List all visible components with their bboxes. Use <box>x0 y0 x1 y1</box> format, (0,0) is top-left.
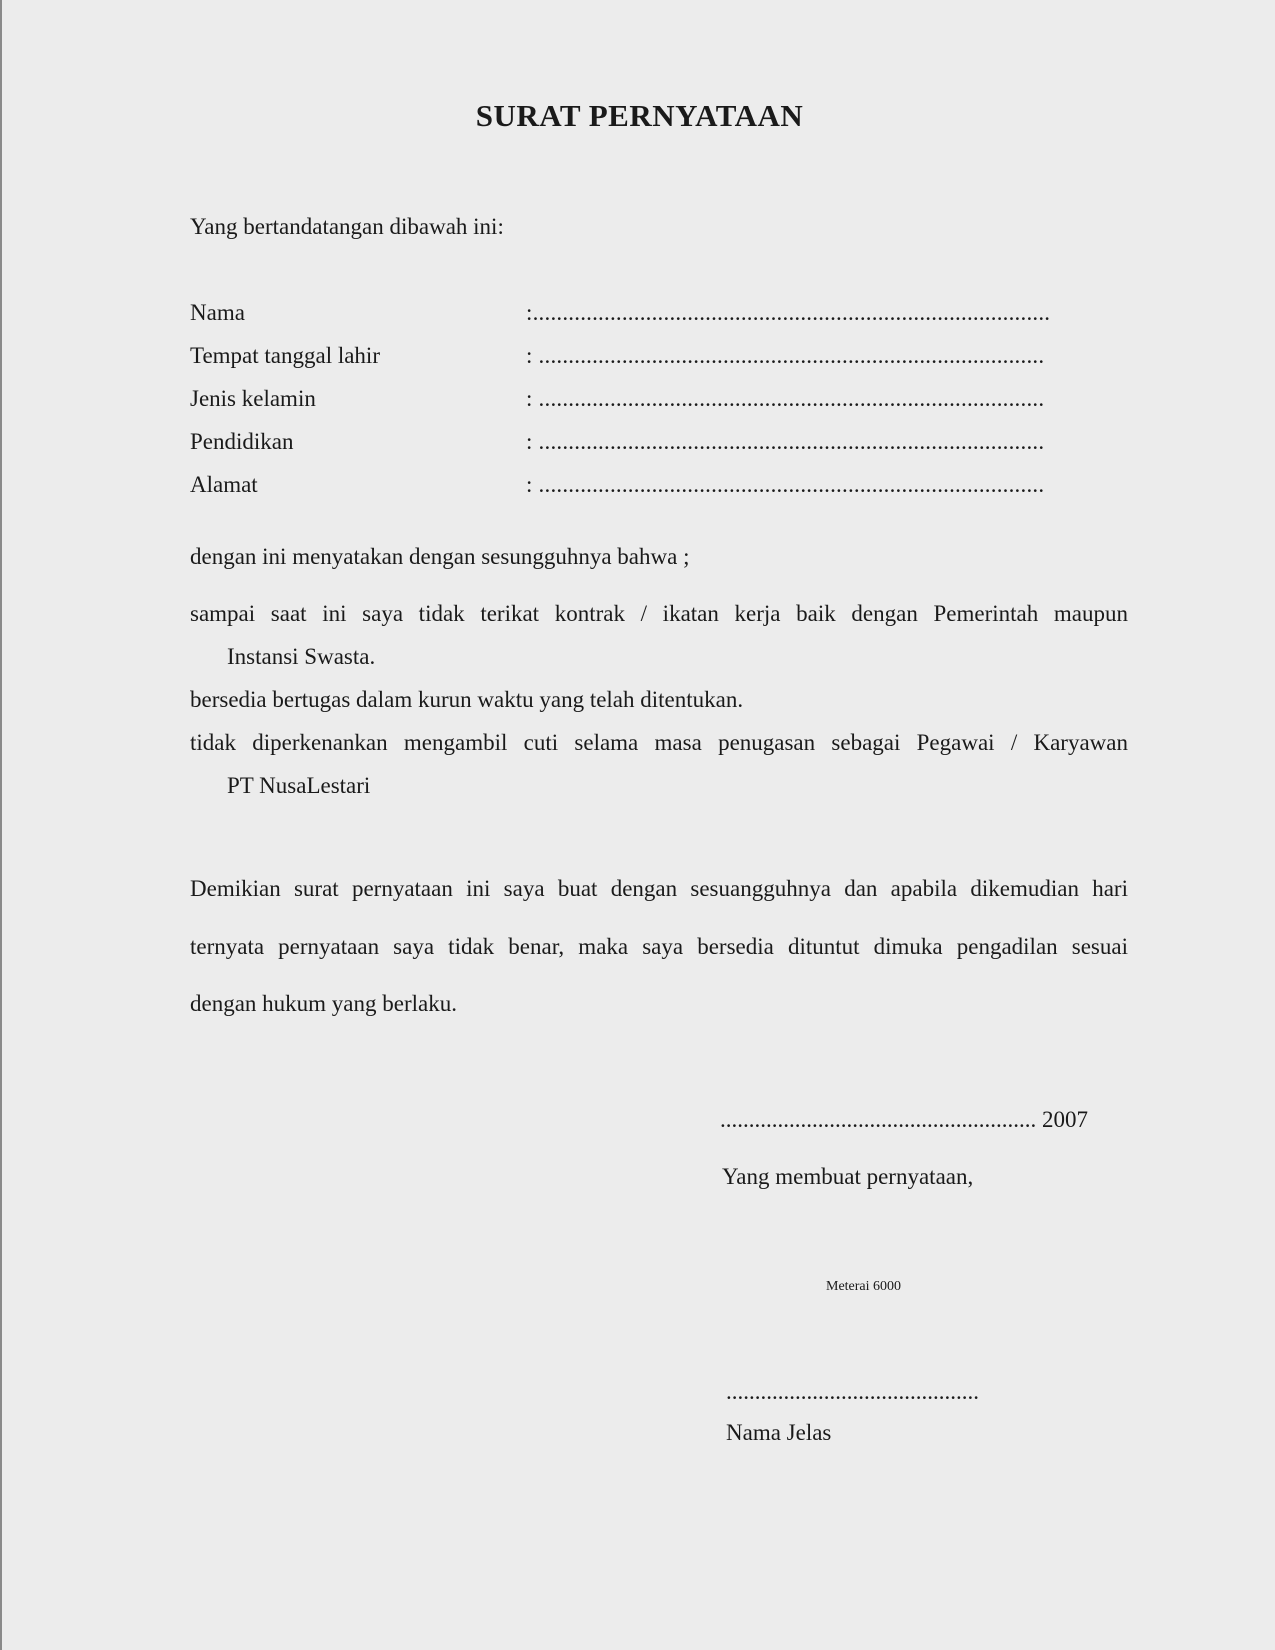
statement-1-line-1: sampai saat ini saya tidak terikat kontrak / ikatan kerja baik dengan Pemerintah maupun <box>190 601 1128 626</box>
statement-intro: dengan ini menyatakan dengan sesungguhnya bahwa ; <box>190 544 690 569</box>
statement-2: bersedia bertugas dalam kurun waktu yang telah ditentukan. <box>190 687 744 712</box>
field-label-alamat: Alamat <box>190 472 258 497</box>
field-value-alamat: : ..................................................................................... <box>526 472 1045 497</box>
field-value-jenis-kelamin: : ..................................................................................... <box>526 386 1045 411</box>
field-value-nama: :....................................................................................... <box>526 300 1051 325</box>
field-label-nama: Nama <box>190 300 245 325</box>
field-label-tempat-tanggal-lahir: Tempat tanggal lahir <box>190 343 380 368</box>
closing-line-2: ternyata pernyataan saya tidak benar, maka saya bersedia dituntut dimuka pengadilan sesuai <box>190 934 1128 959</box>
field-label-pendidikan: Pendidikan <box>190 429 294 454</box>
closing-line-1: Demikian surat pernyataan ini saya buat dengan sesuangguhnya dan apabila dikemudian hari <box>190 876 1128 901</box>
field-label-jenis-kelamin: Jenis kelamin <box>190 386 316 411</box>
statement-3-line-1: tidak diperkenankan mengambil cuti selama masa penugasan sebagai Pegawai / Karyawan <box>190 730 1128 755</box>
statement-3-line-2: PT NusaLestari <box>227 773 371 798</box>
meterai-label: Meterai 6000 <box>826 1279 902 1294</box>
signature-line: ............................................ <box>726 1379 979 1404</box>
field-value-tempat-tanggal-lahir: : ..................................................................................... <box>526 343 1045 368</box>
closing-line-3: dengan hukum yang berlaku. <box>190 991 457 1016</box>
document-title: SURAT PERNYATAAN <box>475 98 804 133</box>
name-label: Nama Jelas <box>726 1420 832 1445</box>
date-line: ....................................................... 2007 <box>720 1107 1088 1132</box>
signer-label: Yang membuat pernyataan, <box>722 1164 974 1189</box>
intro-text: Yang bertandatangan dibawah ini: <box>190 214 504 239</box>
field-value-pendidikan: : ..................................................................................... <box>526 429 1045 454</box>
statement-1-line-2: Instansi Swasta. <box>227 644 376 669</box>
